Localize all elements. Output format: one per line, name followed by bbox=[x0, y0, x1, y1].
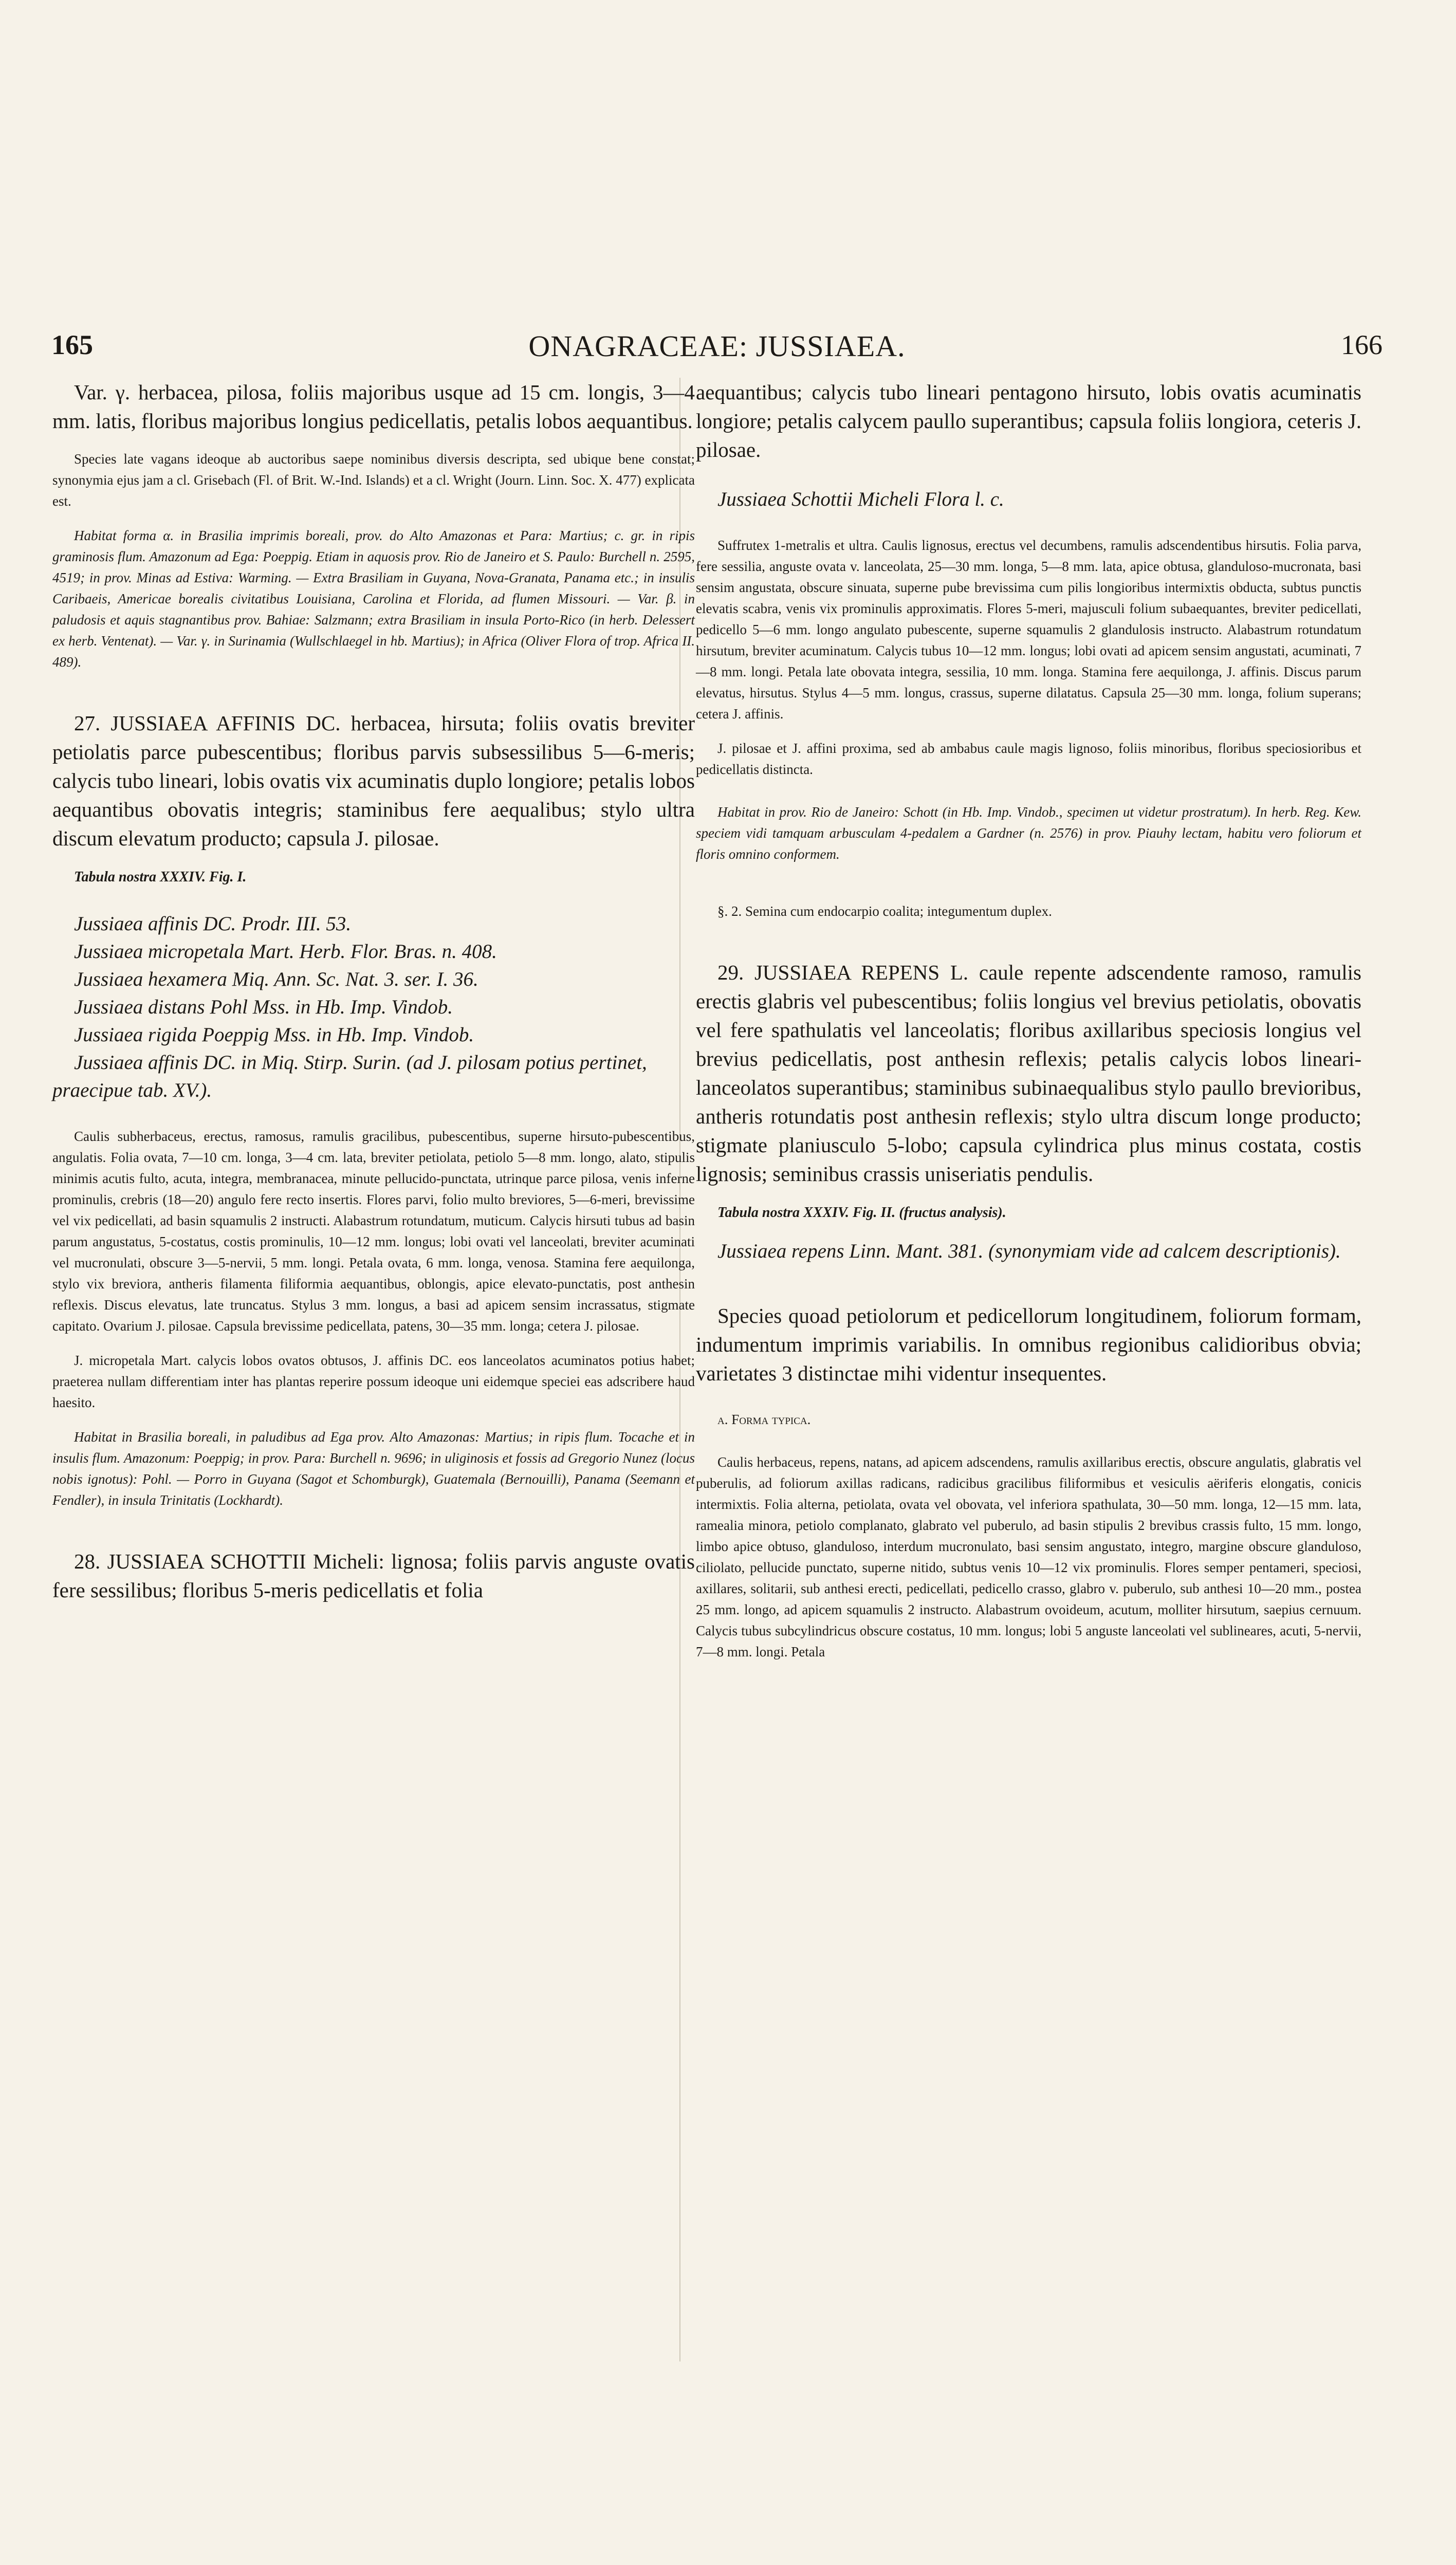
running-title: ONAGRACEAE: JUSSIAEA. bbox=[528, 329, 906, 363]
habitat-paragraph-28: Habitat in prov. Rio de Janeiro: Schott (in Hb. Imp. Vindob., specimen ut videtur prostratum). In herb. Reg. Kew. speciem vidi tamquam arbusculam 4-pedalem a Gardner (n. 2576) in prov. Piauhy lectam, habitu vero foliorum et floris omnino conformem. bbox=[696, 804, 1361, 862]
right-column bbox=[696, 378, 1361, 1663]
synonym-item: Jussiaea affinis DC. Prodr. III. 53. bbox=[74, 913, 352, 935]
page-number-left: 165 bbox=[51, 329, 93, 360]
synonym-item: Jussiaea rigida Poeppig Mss. in Hb. Imp. Vindob. bbox=[74, 1024, 474, 1046]
species-29-description: Caulis herbaceus, repens, natans, ad apicem adscendens, ramulis axillaribus erectis, obscure angulatis, glabratis vel puberulis, ad foliorum axillas radicans, radicibus gracilibus filiformibus et vesiculis aëriferis elongatis, conicis intermixtis. Folia alterna, petiolata, ovata vel obovata, vel inferiora spathulata, 30—50 mm. longa, 12—15 mm. lata, ramealia minora, petiolo complanato, glabrato vel puberulo, ad basin stipulis 2 brevibus crassis fulto, 15 mm. longo, limbo apice obtuso, glanduloso, interdum mucronulato, basi sensim angustato, integro, margine obscure glanduloso, ciliolato, pellucide punctato, superne nitido, subtus venis 10—12 vix prominulis. Flores semper pentameri, speciosi, axillares, solitarii, sub anthesi erecti, pedicellati, pedicello crasso, glabro v. puberulo, sub anthesi 10—20 mm., postea 25 mm. longo, ad apicem squamulis 2 instructo. Alabastrum ovoideum, acutum, molliter hirsutum, saepius cernuum. Calycis tubus subcylindricus obscure costatus, 10 mm. longus; lobi 5 anguste lanceolati vel sublineares, acuti, 5-nervii, 7—8 mm. longi. Petala bbox=[696, 1454, 1361, 1659]
synonym-item: Jussiaea hexamera Miq. Ann. Sc. Nat. 3. ser. I. 36. bbox=[74, 968, 478, 990]
species-27-description: Caulis subherbaceus, erectus, ramosus, ramulis gracilibus, pubescentibus, superne hirsuto-pubescentibus, angulatis. Folia ovata, 7—10 cm. longa, 3—4 cm. lata, breviter petiolata, petiolo 5—8 mm. longo, alato, stipulis minimis acutis fulto, acuta, integra, membranacea, minute pellucido-punctata, utrinque parce pilosa, venis inferne prominulis, crebris (18—20) angulo fere recto insertis. Flores parvi, folio multo breviores, 5—6-meri, brevissime vel vix pedicellati, ad basin squamulis 2 instructi. Alabastrum rotundatum, muticum. Calycis hirsuti tubus ad basin parum angustatus, 5-costatus, costis prominulis, 10—12 mm. longus; lobi ovati vel lanceolati, breviter acuminati vel mucronulati, obscure 3—5-nervii, 5 mm. longi. Petala ovata, 6 mm. longa, venosa. Stamina fere aequilonga, stylo vix breviora, antheris filamenta filiformia aequantibus, oblongis, apice elevato-punctatis, post anthesin reflexis. Discus elevatus, late truncatus. Stylus 3 mm. longus, a basi ad apicem sensim incrassatus, stigmate capitato. Ovarium J. pilosae. Capsula brevissime pedicellata, patens, 30—35 mm. longa; cetera J. pilosae. bbox=[52, 1129, 695, 1334]
micropetala-note: J. micropetala Mart. calycis lobos ovatos obtusos, J. affinis DC. eos lanceolatos acuminatos potius habet; praeterea nullam differentiam inter has plantas reperire possum ideoque uni eidemque speciei eas adscribere haud haesito. bbox=[52, 1353, 695, 1410]
synonym-item: Jussiaea distans Pohl Mss. in Hb. Imp. Vindob. bbox=[74, 996, 453, 1018]
forma-typica-heading: α. Forma typica. bbox=[717, 1412, 811, 1427]
synonym-28: Jussiaea Schottii Micheli Flora l. c. bbox=[717, 488, 1004, 510]
species-28-note: J. pilosae et J. affini proxima, sed ab ambabus caule magis lignoso, foliis minoribus, floribus speciosioribus et pedicellatis distincta. bbox=[696, 741, 1361, 777]
tabula-reference-2: Tabula nostra XXXIV. Fig. II. (fructus analysis). bbox=[717, 1205, 1006, 1221]
species-28-description: Suffrutex 1-metralis et ultra. Caulis lignosus, erectus vel decumbens, ramulis adscendentibus hirsutis. Folia parva, fere sessilia, anguste ovata v. lanceolata, 25—30 mm. longa, 5—8 mm. lata, apice obtusa, glanduloso-mucronata, basi sensim angustata, obscure sinuata, superne pube brevissima cum pilis longioribus intermixtis obducta, subtus punctis elevatis scabra, venis vix prominulis approximatis. Flores 5-meri, majusculi folium subaequantes, breviter pedicellati, pedicello 5—6 mm. longo angulato pubescente, superne squamulis 2 glandulosis instructo. Alabastrum rotundatum hirsutum, breviter acuminatum. Calycis tubus 10—12 mm. longus; lobi ovati ad apicem sensim angustati, acuminati, 7—8 mm. longi. Petala late obovata integra, sessilia, 10 mm. longa. Stamina fere aequilonga, J. affinis. Discus parum elevatus, hirsutus. Stylus 4—5 mm. longus, crassus, superne dilatatus. Capsula 25—30 mm. longa, folium superans; cetera J. affinis. bbox=[696, 538, 1361, 722]
habitat-paragraph-27: Habitat in Brasilia boreali, in paludibus ad Ega prov. Alto Amazonas: Martius; in ripis flum. Tocache et in insulis flum. Amazonum: Poeppig; in prov. Para: Burchell n. 9696; in uliginosis et fossis ad Gregorio Nunez (locus nobis ignotus): Pohl. — Porro in Guyana (Sagot et Schomburgk), Guatemala (Bernouilli), Panama (Seemann et Fendler), in insula Trinitatis (Lockhardt). bbox=[52, 1429, 695, 1508]
synonym-list bbox=[52, 910, 695, 1104]
page-number-right: 166 bbox=[1341, 329, 1383, 360]
species-28-diagnosis: 28. JUSSIAEA SCHOTTII Micheli: lignosa; foliis parvis anguste ovatis fere sessilibus; floribus 5-meris pedicellatis et folia bbox=[52, 1549, 695, 1602]
habitat-paragraph-1: Habitat forma α. in Brasilia imprimis boreali, prov. do Alto Amazonas et Para: Martius; c. gr. in ripis graminosis flum. Amazonum ad Ega: Poeppig. Etiam in aquosis prov. Rio de Janeiro et S. Paulo: Burchell n. 2595, 4519; in prov. Minas ad Estiva: Warming. — Extra Brasiliam in Guyana, Nova-Granata, Panama etc.; in insulis Caribaeis, Americae borealis civitatibus Louisiana, Carolina et Florida, ad flumen Missouri. — Var. β. in paludosis et aquis stagnantibus prov. Bahiae: Salzmann; extra Brasiliam in insula Porto-Rico (in herb. Delessert ex herb. Ventenat). — Var. γ. in Surinamia (Wullschlaegel in hb. Martius); in Africa (Oliver Flora of trop. Africa II. 489). bbox=[52, 528, 695, 670]
species-note: Species late vagans ideoque ab auctoribus saepe nominibus diversis descripta, sed ubique bene constat; synonymia ejus jam a cl. Grisebach (Fl. of Brit. W.-Ind. Islands) et a cl. Wright (Journ. Linn. Soc. X. 477) explicata est. bbox=[52, 451, 695, 509]
page-header bbox=[51, 329, 1383, 370]
tabula-reference-1: Tabula nostra XXXIV. Fig. I. bbox=[74, 869, 247, 885]
species-29-diagnosis: 29. JUSSIAEA REPENS L. caule repente adscendente ramoso, ramulis erectis glabris vel pubescentibus; foliis longius vel brevius petiolatis, obovatis vel fere spathulatis vel lanceolatis; floribus axillaribus speciosis longius vel brevius pedicellatis, post anthesin reflexis; petalis calycis lobos lineari-lanceolatos superantibus; staminibus subinaequalibus stylo paullo brevioribus, antheris rotundatis post anthesin reflexis; stylo ultra discum longe producto; stigmate planiusculo 5-lobo; capsula cylindrica plus minus costata, costis lignosis; seminibus crassis uniseriatis pendulis. bbox=[696, 961, 1361, 1186]
synonym-item: Jussiaea micropetala Mart. Herb. Flor. Bras. n. 408. bbox=[74, 940, 497, 963]
species-28-diagnosis-continued: aequantibus; calycis tubo lineari pentagono hirsuto, lobis ovatis acuminatis longiore; petalis calycem paullo superantibus; capsula foliis longiora, ceteris J. pilosae. bbox=[696, 380, 1361, 462]
synonym-29: Jussiaea repens Linn. Mant. 381. (synonymiam vide ad calcem descriptionis). bbox=[717, 1240, 1341, 1262]
species-29-variability: Species quoad petiolorum et pedicellorum longitudinem, foliorum formam, indumentum imprimis variabilis. In omnibus regionibus calidioribus obvia; varietates 3 distinctae mihi videntur insequentes. bbox=[696, 1304, 1361, 1385]
left-column bbox=[52, 378, 695, 1604]
section-heading: §. 2. Semina cum endocarpio coalita; integumentum duplex. bbox=[717, 903, 1052, 919]
synonym-item: Jussiaea affinis DC. in Miq. Stirp. Surin. (ad J. pilosam potius pertinet, praecipue tab. XV.). bbox=[52, 1051, 647, 1101]
species-27-diagnosis: 27. JUSSIAEA AFFINIS DC. herbacea, hirsuta; foliis ovatis breviter petiolatis parce pubescentibus; floribus parvis subsessilibus 5—6-meris; calycis tubo lineari, lobis ovatis vix acuminatis duplo longiore; petalis lobos aequantibus obovatis integris; staminibus fere aequalibus; stylo ultra discum elevatum producto; capsula J. pilosae. bbox=[52, 711, 695, 850]
var-gamma-paragraph: Var. γ. herbacea, pilosa, foliis majoribus usque ad 15 cm. longis, 3—4 mm. latis, floribus majoribus longius pedicellatis, petalis lobos aequantibus. bbox=[52, 380, 695, 433]
